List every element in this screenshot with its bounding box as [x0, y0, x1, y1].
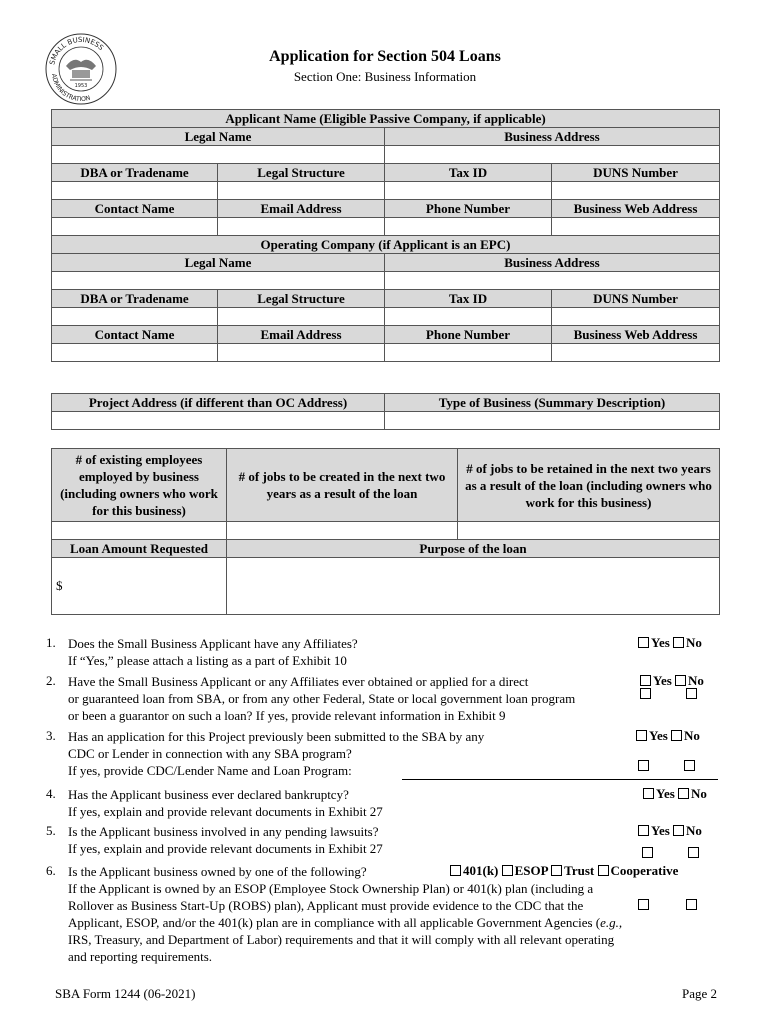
operating-contact-name-field[interactable]: [52, 344, 218, 362]
question-1: Does the Small Business Applicant have any Affiliates? If “Yes,” please attach a listing as a part of Exhibit 10: [68, 636, 358, 668]
page-subtitle: Section One: Business Information: [293, 69, 477, 84]
operating-legal-name-field[interactable]: [52, 272, 385, 290]
question-3-options: Yes No: [636, 728, 700, 744]
jobs-created-field[interactable]: [227, 522, 458, 540]
existing-employees-label: # of existing employees employed by business (including owners who work for this business): [52, 449, 227, 522]
seal-year: 1953: [74, 83, 88, 89]
question-6-options: 401(k) ESOP Trust Cooperative: [450, 863, 678, 879]
operating-web-field[interactable]: [552, 344, 720, 362]
question-1-number: 1.: [46, 635, 56, 650]
applicant-dba-label: DBA or Tradename: [52, 164, 218, 182]
question-4-number: 4.: [46, 786, 56, 801]
operating-tax-id-field[interactable]: [385, 308, 552, 326]
applicant-legal-structure-label: Legal Structure: [218, 164, 385, 182]
operating-email-label: Email Address: [218, 326, 385, 344]
applicant-email-label: Email Address: [218, 200, 385, 218]
q3-no-checkbox-overlay[interactable]: [684, 760, 695, 771]
project-address-field[interactable]: [52, 412, 385, 430]
applicant-tax-id-field[interactable]: [385, 182, 552, 200]
q5-yes-checkbox[interactable]: [638, 825, 649, 836]
loan-purpose-field[interactable]: [227, 558, 720, 615]
page-number: Page 2: [682, 986, 718, 1001]
q1-yes-checkbox[interactable]: [638, 637, 649, 648]
q5-no-checkbox-overlay[interactable]: [688, 847, 699, 858]
applicant-phone-label: Phone Number: [385, 200, 552, 218]
jobs-retained-field[interactable]: [458, 522, 720, 540]
operating-legal-structure-field[interactable]: [218, 308, 385, 326]
q6-esop-checkbox[interactable]: [502, 865, 513, 876]
operating-dba-label: DBA or Tradename: [52, 290, 218, 308]
currency-symbol: $: [56, 578, 63, 593]
operating-business-address-field[interactable]: [385, 272, 720, 290]
operating-phone-field[interactable]: [385, 344, 552, 362]
question-5: Is the Applicant business involved in any pending lawsuits? If yes, explain and provide relevant documents in Exhibit 27: [68, 824, 383, 856]
operating-business-address-label: Business Address: [385, 254, 720, 272]
question-4-options: Yes No: [643, 786, 707, 802]
q2-yes-checkbox[interactable]: [640, 675, 651, 686]
existing-employees-field[interactable]: [52, 522, 227, 540]
question-2-options: Yes No: [640, 673, 704, 689]
q6-extra-checkbox-2[interactable]: [686, 899, 697, 910]
jobs-retained-label: # of jobs to be retained in the next two years as a result of the loan (including owners who work for this business): [458, 449, 720, 522]
loan-amount-field[interactable]: [52, 558, 227, 615]
business-type-field[interactable]: [385, 412, 720, 430]
applicant-business-address-label: Business Address: [385, 128, 720, 146]
question-3: Has an application for this Project previously been submitted to the SBA by any CDC or Lender in connection with any SBA program? If yes, provide CDC/Lender Name and Loan Program:: [68, 729, 485, 778]
operating-section-header: Operating Company (if Applicant is an EPC): [52, 236, 720, 254]
q1-no-checkbox[interactable]: [673, 637, 684, 648]
applicant-business-address-field[interactable]: [385, 146, 720, 164]
business-type-label: Type of Business (Summary Description): [385, 394, 720, 412]
operating-legal-name-label: Legal Name: [52, 254, 385, 272]
q3-yes-checkbox-overlay[interactable]: [638, 760, 649, 771]
q2-no-checkbox-overlay[interactable]: [686, 688, 697, 699]
applicant-legal-structure-field[interactable]: [218, 182, 385, 200]
question-1-options: Yes No: [638, 635, 702, 651]
q6-401k-checkbox[interactable]: [450, 865, 461, 876]
cdc-lender-name-line[interactable]: [402, 779, 718, 780]
applicant-web-field[interactable]: [552, 218, 720, 236]
q5-yes-checkbox-overlay[interactable]: [642, 847, 653, 858]
loan-purpose-label: Purpose of the loan: [227, 540, 720, 558]
question-5-options: Yes No: [638, 823, 702, 839]
question-6: Is the Applicant business owned by one of the following? If the Applicant is owned by an ESOP (Employee Stock Ownership Plan) or 401(k) plan (including a Rollover as Business Start-Up (ROBS) plan), Applicant must provide evidence to the CDC that the Applicant, ESOP, and/or the 401(k) plan are in compliance with all applicable Government Agencies (e.g., IRS, Treasury, and Department of Labor) requirements and that it will comply with all relevant operating and reporting requirements.: [68, 864, 623, 964]
loan-amount-label: Loan Amount Requested: [52, 540, 227, 558]
q5-no-checkbox[interactable]: [673, 825, 684, 836]
applicant-phone-field[interactable]: [385, 218, 552, 236]
business-info-table: [51, 109, 720, 362]
q3-yes-checkbox[interactable]: [636, 730, 647, 741]
jobs-loan-table: [51, 448, 720, 615]
svg-text:SMALL BUSINESS: SMALL BUSINESS: [48, 35, 105, 66]
operating-duns-label: DUNS Number: [552, 290, 720, 308]
operating-legal-structure-label: Legal Structure: [218, 290, 385, 308]
q4-yes-checkbox[interactable]: [643, 788, 654, 799]
question-6-number: 6.: [46, 863, 56, 878]
applicant-contact-name-label: Contact Name: [52, 200, 218, 218]
operating-contact-name-label: Contact Name: [52, 326, 218, 344]
applicant-tax-id-label: Tax ID: [385, 164, 552, 182]
form-number: SBA Form 1244 (06-2021): [55, 986, 196, 1001]
q2-no-checkbox[interactable]: [675, 675, 686, 686]
operating-phone-label: Phone Number: [385, 326, 552, 344]
operating-duns-field[interactable]: [552, 308, 720, 326]
applicant-dba-field[interactable]: [52, 182, 218, 200]
question-5-number: 5.: [46, 823, 56, 838]
q6-trust-checkbox[interactable]: [551, 865, 562, 876]
operating-dba-field[interactable]: [52, 308, 218, 326]
applicant-web-label: Business Web Address: [552, 200, 720, 218]
applicant-duns-field[interactable]: [552, 182, 720, 200]
question-3-number: 3.: [46, 728, 56, 743]
page-title: Application for Section 504 Loans: [269, 48, 501, 65]
q6-extra-checkbox-1[interactable]: [638, 899, 649, 910]
question-2: Have the Small Business Applicant or any Affiliates ever obtained or applied for a direct or guaranteed loan from SBA, or from any other Federal, State or local government loan program or been a guarantor on such a loan? If yes, provide relevant information in Exhibit 9: [68, 674, 576, 723]
svg-text:ADMINISTRATION: ADMINISTRATION: [50, 73, 92, 104]
jobs-created-label: # of jobs to be created in the next two years as a result of the loan: [227, 449, 458, 522]
applicant-section-header: Applicant Name (Eligible Passive Company, if applicable): [52, 110, 720, 128]
applicant-contact-name-field[interactable]: [52, 218, 218, 236]
applicant-email-field[interactable]: [218, 218, 385, 236]
question-2-number: 2.: [46, 673, 56, 688]
applicant-legal-name-label: Legal Name: [52, 128, 385, 146]
operating-email-field[interactable]: [218, 344, 385, 362]
applicant-duns-label: DUNS Number: [552, 164, 720, 182]
operating-web-label: Business Web Address: [552, 326, 720, 344]
operating-tax-id-label: Tax ID: [385, 290, 552, 308]
q4-no-checkbox[interactable]: [678, 788, 689, 799]
project-address-label: Project Address (if different than OC Address): [52, 394, 385, 412]
q6-cooperative-checkbox[interactable]: [598, 865, 609, 876]
question-4: Has the Applicant business ever declared bankruptcy? If yes, explain and provide relevant documents in Exhibit 27: [68, 787, 383, 819]
applicant-legal-name-field[interactable]: [52, 146, 385, 164]
project-table: [51, 393, 720, 430]
q3-no-checkbox[interactable]: [671, 730, 682, 741]
q2-yes-checkbox-overlay[interactable]: [640, 688, 651, 699]
